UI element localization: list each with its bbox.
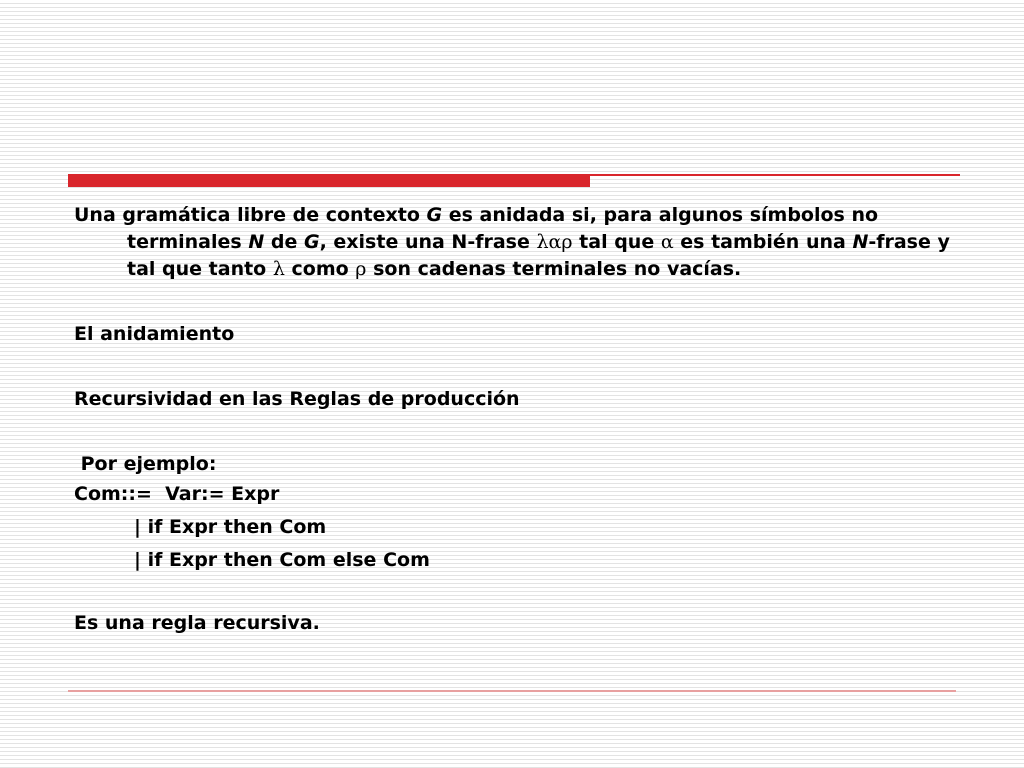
definition-text-2: es anidada si, para algunos símbolos no terminales <box>127 204 879 253</box>
greek-lambda: λ <box>272 258 285 280</box>
rule2-keyword-if: if <box>147 516 163 538</box>
rule3-expr: Expr <box>162 549 224 571</box>
grammar-rule-line-1: Com::= Var:= Expr <box>74 483 280 505</box>
definition-text-3: de <box>264 231 304 253</box>
conclusion-text: Es una regla recursiva. <box>74 612 320 634</box>
grammar-rule-line-2 <box>74 511 964 544</box>
greek-lambda-alpha-rho: λαρ <box>536 231 573 253</box>
rule2-bar: | <box>134 516 148 538</box>
greek-alpha: α <box>660 231 674 253</box>
definition-symbol-n: N <box>248 231 265 253</box>
greek-rho: ρ <box>355 258 367 280</box>
definition-symbol-g: G <box>426 204 443 226</box>
rule2-com: Com <box>272 516 327 538</box>
rule3-com-2: Com <box>376 549 430 571</box>
rule3-keyword-if: if <box>147 549 163 571</box>
definition-symbol-n-2: N <box>852 231 869 253</box>
grammar-rule-line-3 <box>74 544 964 577</box>
definition-text-8: como <box>284 258 356 280</box>
title-divider <box>68 174 960 188</box>
recursion-heading: Recursividad en las Reglas de producción <box>74 388 520 410</box>
rule3-com: Com <box>272 549 333 571</box>
example-heading: Por ejemplo: <box>74 453 217 475</box>
footer-divider <box>68 690 956 692</box>
definition-symbol-g-2: G <box>303 231 320 253</box>
title-divider-thin-line <box>590 174 960 176</box>
title-divider-red-block <box>68 174 590 187</box>
rule2-expr: Expr <box>162 516 224 538</box>
definition-paragraph <box>74 202 964 283</box>
rule3-bar: | <box>134 549 148 571</box>
rule3-keyword-else: else <box>332 549 377 571</box>
definition-text-4: , existe una N-frase <box>319 231 537 253</box>
definition-text-5: tal que <box>572 231 661 253</box>
definition-text-1: Una gramática libre de contexto <box>74 204 427 226</box>
definition-text-7: -frase y tal que tanto <box>127 231 950 280</box>
rule3-keyword-then: then <box>223 549 273 571</box>
nesting-heading: El anidamiento <box>74 323 235 345</box>
rule2-keyword-then: then <box>223 516 273 538</box>
definition-text-6: es también una <box>673 231 853 253</box>
slide-content <box>74 202 964 637</box>
definition-text-9: son cadenas terminales no vacías. <box>366 258 742 280</box>
